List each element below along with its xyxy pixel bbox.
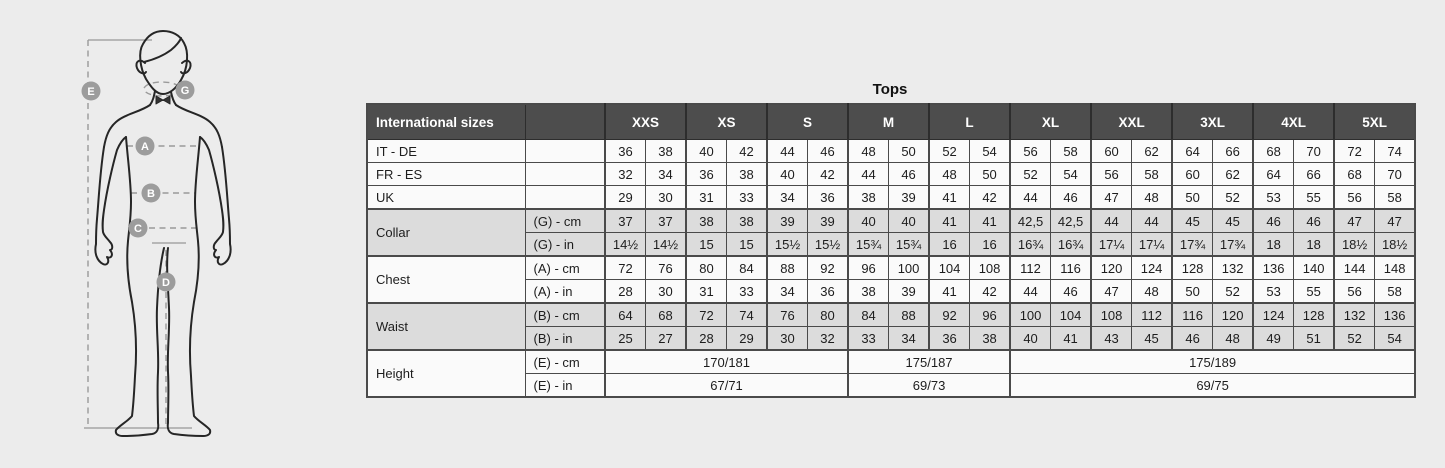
size-cell: 36 — [808, 280, 849, 304]
size-cell: 40 — [767, 163, 808, 186]
size-cell: 74 — [727, 303, 768, 327]
left-body-leg — [116, 137, 164, 436]
table-row — [367, 163, 1415, 186]
size-cell: 50 — [970, 163, 1011, 186]
size-cell: 60 — [1172, 163, 1213, 186]
size-cell: 17¾ — [1172, 233, 1213, 257]
size-cell: 68 — [1253, 140, 1294, 163]
size-cell: 76 — [646, 256, 687, 280]
unit-label: (A) - in — [525, 280, 605, 304]
size-cell: 16 — [970, 233, 1011, 257]
size-header-s: S — [767, 104, 848, 140]
size-cell: 46 — [808, 140, 849, 163]
size-cell: 39 — [889, 186, 930, 210]
body-figure — [60, 8, 320, 460]
table-row — [367, 280, 1415, 304]
size-cell: 15 — [727, 233, 768, 257]
size-cell: 84 — [848, 303, 889, 327]
size-cell: 40 — [686, 140, 727, 163]
row-label: UK — [367, 186, 525, 210]
size-cell: 50 — [1172, 280, 1213, 304]
marker-d-label: D — [162, 277, 170, 289]
size-cell: 60 — [1091, 140, 1132, 163]
size-cell: 74 — [1375, 140, 1416, 163]
size-cell: 14½ — [605, 233, 646, 257]
size-cell: 44 — [1132, 209, 1173, 233]
size-cell: 34 — [889, 327, 930, 351]
size-cell: 54 — [1051, 163, 1092, 186]
size-header-xxs: XXS — [605, 104, 686, 140]
size-cell: 32 — [808, 327, 849, 351]
size-cell: 44 — [1010, 186, 1051, 210]
size-cell: 58 — [1051, 140, 1092, 163]
unit-label: (B) - cm — [525, 303, 605, 327]
size-cell: 15½ — [767, 233, 808, 257]
size-cell: 38 — [848, 280, 889, 304]
table-row — [367, 303, 1415, 327]
size-header-xs: XS — [686, 104, 767, 140]
size-cell: 34 — [767, 280, 808, 304]
size-cell: 58 — [1132, 163, 1173, 186]
size-cell: 68 — [1334, 163, 1375, 186]
size-cell: 100 — [1010, 303, 1051, 327]
size-header-5xl: 5XL — [1334, 104, 1415, 140]
row-label: FR - ES — [367, 163, 525, 186]
size-cell: 52 — [1213, 280, 1254, 304]
marker-b — [142, 184, 161, 203]
size-cell: 44 — [848, 163, 889, 186]
unit-label — [525, 163, 605, 186]
size-cell: 70 — [1375, 163, 1416, 186]
size-cell: 30 — [646, 186, 687, 210]
size-cell: 52 — [929, 140, 970, 163]
size-cell: 42,5 — [1010, 209, 1051, 233]
size-cell: 36 — [605, 140, 646, 163]
size-cell: 62 — [1213, 163, 1254, 186]
size-cell: 120 — [1213, 303, 1254, 327]
size-cell: 33 — [727, 186, 768, 210]
size-cell: 16 — [929, 233, 970, 257]
size-cell: 175/187 — [848, 350, 1010, 374]
size-cell: 17¼ — [1091, 233, 1132, 257]
unit-label — [525, 186, 605, 210]
size-cell: 56 — [1334, 186, 1375, 210]
unit-label: (E) - in — [525, 374, 605, 398]
size-cell: 52 — [1334, 327, 1375, 351]
size-cell: 92 — [929, 303, 970, 327]
size-cell: 48 — [1132, 186, 1173, 210]
size-cell: 36 — [808, 186, 849, 210]
size-cell: 41 — [1051, 327, 1092, 351]
table-row — [367, 186, 1415, 210]
size-cell: 44 — [1091, 209, 1132, 233]
table-title: Tops — [872, 81, 908, 98]
size-cell: 175/189 — [1010, 350, 1415, 374]
size-cell: 42 — [970, 186, 1011, 210]
size-cell: 46 — [1294, 209, 1335, 233]
size-header-l: L — [929, 104, 1010, 140]
size-cell: 66 — [1294, 163, 1335, 186]
size-cell: 17¾ — [1213, 233, 1254, 257]
size-table — [366, 103, 1416, 398]
marker-e-label: E — [87, 86, 95, 98]
size-header-3xl: 3XL — [1172, 104, 1253, 140]
size-cell: 45 — [1213, 209, 1254, 233]
size-cell: 66 — [1213, 140, 1254, 163]
unit-label: (G) - in — [525, 233, 605, 257]
size-cell: 80 — [808, 303, 849, 327]
size-cell: 112 — [1132, 303, 1173, 327]
size-cell: 45 — [1132, 327, 1173, 351]
size-header-xxl: XXL — [1091, 104, 1172, 140]
size-cell: 88 — [889, 303, 930, 327]
size-cell: 46 — [1051, 186, 1092, 210]
header-row — [367, 104, 1415, 140]
size-cell: 25 — [605, 327, 646, 351]
unit-label: (B) - in — [525, 327, 605, 351]
size-cell: 54 — [970, 140, 1011, 163]
size-cell: 44 — [1010, 280, 1051, 304]
neck-right — [171, 92, 176, 105]
size-table-head — [367, 104, 1415, 140]
size-cell: 124 — [1132, 256, 1173, 280]
size-table-body — [367, 140, 1415, 398]
right-arm — [200, 137, 231, 265]
size-cell: 38 — [686, 209, 727, 233]
size-cell: 15¾ — [848, 233, 889, 257]
unit-label: (A) - cm — [525, 256, 605, 280]
size-cell: 140 — [1294, 256, 1335, 280]
size-cell: 100 — [889, 256, 930, 280]
size-cell: 36 — [686, 163, 727, 186]
table-row — [367, 256, 1415, 280]
size-cell: 132 — [1334, 303, 1375, 327]
size-cell: 27 — [646, 327, 687, 351]
size-cell: 40 — [1010, 327, 1051, 351]
size-cell: 41 — [970, 209, 1011, 233]
hair-line — [144, 38, 181, 62]
size-cell: 46 — [889, 163, 930, 186]
size-cell: 69/75 — [1010, 374, 1415, 398]
size-cell: 42 — [808, 163, 849, 186]
row-label: Waist — [367, 303, 525, 350]
size-cell: 16¾ — [1010, 233, 1051, 257]
size-cell: 14½ — [646, 233, 687, 257]
size-cell: 43 — [1091, 327, 1132, 351]
size-cell: 53 — [1253, 186, 1294, 210]
marker-a — [136, 137, 155, 156]
row-label: Collar — [367, 209, 525, 256]
size-cell: 34 — [646, 163, 687, 186]
size-cell: 56 — [1091, 163, 1132, 186]
row-label: Chest — [367, 256, 525, 303]
size-cell: 46 — [1253, 209, 1294, 233]
table-row — [367, 233, 1415, 257]
size-cell: 56 — [1010, 140, 1051, 163]
size-cell: 72 — [686, 303, 727, 327]
size-cell: 144 — [1334, 256, 1375, 280]
size-cell: 34 — [767, 186, 808, 210]
row-label: Height — [367, 350, 525, 397]
unit-label — [525, 140, 605, 163]
marker-g-label: G — [180, 85, 190, 97]
marker-c-label: C — [134, 223, 142, 235]
table-row — [367, 209, 1415, 233]
size-cell: 62 — [1132, 140, 1173, 163]
size-cell: 17¼ — [1132, 233, 1173, 257]
size-cell: 46 — [1172, 327, 1213, 351]
size-cell: 48 — [929, 163, 970, 186]
size-cell: 47 — [1334, 209, 1375, 233]
size-cell: 32 — [605, 163, 646, 186]
size-cell: 54 — [1375, 327, 1416, 351]
corner-header: International sizes — [367, 104, 525, 140]
size-cell: 104 — [929, 256, 970, 280]
bowtie-icon — [156, 96, 170, 104]
table-row — [367, 140, 1415, 163]
size-cell: 70 — [1294, 140, 1335, 163]
size-cell: 40 — [889, 209, 930, 233]
size-cell: 36 — [929, 327, 970, 351]
size-cell: 96 — [970, 303, 1011, 327]
size-cell: 170/181 — [605, 350, 848, 374]
size-cell: 30 — [646, 280, 687, 304]
size-cell: 37 — [646, 209, 687, 233]
size-cell: 148 — [1375, 256, 1416, 280]
size-cell: 29 — [605, 186, 646, 210]
size-cell: 41 — [929, 186, 970, 210]
size-cell: 38 — [727, 209, 768, 233]
size-cell: 50 — [1172, 186, 1213, 210]
size-cell: 72 — [605, 256, 646, 280]
size-cell: 116 — [1172, 303, 1213, 327]
size-cell: 88 — [767, 256, 808, 280]
size-cell: 18 — [1253, 233, 1294, 257]
size-cell: 112 — [1010, 256, 1051, 280]
size-cell: 15½ — [808, 233, 849, 257]
size-cell: 38 — [646, 140, 687, 163]
size-cell: 18 — [1294, 233, 1335, 257]
size-cell: 33 — [848, 327, 889, 351]
size-cell: 48 — [848, 140, 889, 163]
size-cell: 30 — [767, 327, 808, 351]
size-cell: 39 — [767, 209, 808, 233]
size-cell: 132 — [1213, 256, 1254, 280]
size-header-m: M — [848, 104, 929, 140]
size-cell: 37 — [605, 209, 646, 233]
size-cell: 28 — [605, 280, 646, 304]
marker-g — [176, 81, 195, 100]
size-cell: 45 — [1172, 209, 1213, 233]
marker-b-label: B — [147, 188, 155, 200]
size-cell: 108 — [1091, 303, 1132, 327]
size-cell: 76 — [767, 303, 808, 327]
size-header-xl: XL — [1010, 104, 1091, 140]
size-cell: 15¾ — [889, 233, 930, 257]
size-cell: 41 — [929, 280, 970, 304]
table-row — [367, 350, 1415, 374]
row-label: IT - DE — [367, 140, 525, 163]
size-cell: 67/71 — [605, 374, 848, 398]
size-cell: 48 — [1132, 280, 1173, 304]
marker-a-label: A — [141, 141, 149, 153]
size-cell: 47 — [1091, 280, 1132, 304]
size-cell: 42,5 — [1051, 209, 1092, 233]
size-cell: 33 — [727, 280, 768, 304]
size-cell: 40 — [848, 209, 889, 233]
size-cell: 38 — [727, 163, 768, 186]
size-cell: 41 — [929, 209, 970, 233]
size-cell: 84 — [727, 256, 768, 280]
size-cell: 18½ — [1334, 233, 1375, 257]
size-cell: 31 — [686, 280, 727, 304]
unit-label: (E) - cm — [525, 350, 605, 374]
size-cell: 56 — [1334, 280, 1375, 304]
size-cell: 48 — [1213, 327, 1254, 351]
unit-label: (G) - cm — [525, 209, 605, 233]
size-cell: 53 — [1253, 280, 1294, 304]
size-cell: 55 — [1294, 186, 1335, 210]
size-table-section — [366, 80, 1414, 398]
size-cell: 39 — [889, 280, 930, 304]
size-cell: 58 — [1375, 280, 1416, 304]
size-cell: 47 — [1375, 209, 1416, 233]
size-cell: 58 — [1375, 186, 1416, 210]
table-row — [367, 327, 1415, 351]
size-cell: 15 — [686, 233, 727, 257]
size-cell: 18½ — [1375, 233, 1416, 257]
size-cell: 108 — [970, 256, 1011, 280]
blank-header — [525, 104, 605, 140]
marker-c — [129, 219, 148, 238]
size-cell: 136 — [1375, 303, 1416, 327]
size-cell: 47 — [1091, 186, 1132, 210]
size-cell: 42 — [970, 280, 1011, 304]
size-cell: 29 — [727, 327, 768, 351]
size-cell: 128 — [1172, 256, 1213, 280]
size-header-4xl: 4XL — [1253, 104, 1334, 140]
left-arm — [95, 137, 126, 265]
size-cell: 80 — [686, 256, 727, 280]
size-cell: 46 — [1051, 280, 1092, 304]
size-cell: 136 — [1253, 256, 1294, 280]
size-cell: 51 — [1294, 327, 1335, 351]
size-cell: 52 — [1010, 163, 1051, 186]
size-cell: 52 — [1213, 186, 1254, 210]
size-cell: 124 — [1253, 303, 1294, 327]
neck-left — [150, 91, 155, 105]
size-cell: 64 — [605, 303, 646, 327]
size-cell: 49 — [1253, 327, 1294, 351]
size-cell: 38 — [970, 327, 1011, 351]
size-cell: 72 — [1334, 140, 1375, 163]
size-cell: 31 — [686, 186, 727, 210]
size-cell: 16¾ — [1051, 233, 1092, 257]
body-outline — [95, 31, 230, 436]
size-cell: 92 — [808, 256, 849, 280]
size-cell: 38 — [848, 186, 889, 210]
size-cell: 39 — [808, 209, 849, 233]
size-cell: 68 — [646, 303, 687, 327]
size-cell: 50 — [889, 140, 930, 163]
size-cell: 128 — [1294, 303, 1335, 327]
size-cell: 69/73 — [848, 374, 1010, 398]
size-cell: 104 — [1051, 303, 1092, 327]
size-cell: 116 — [1051, 256, 1092, 280]
size-cell: 96 — [848, 256, 889, 280]
size-cell: 64 — [1172, 140, 1213, 163]
size-cell: 55 — [1294, 280, 1335, 304]
marker-d — [157, 273, 176, 292]
size-cell: 44 — [767, 140, 808, 163]
size-cell: 28 — [686, 327, 727, 351]
size-cell: 42 — [727, 140, 768, 163]
table-row — [367, 374, 1415, 398]
size-cell: 120 — [1091, 256, 1132, 280]
marker-e — [82, 82, 101, 101]
size-cell: 64 — [1253, 163, 1294, 186]
